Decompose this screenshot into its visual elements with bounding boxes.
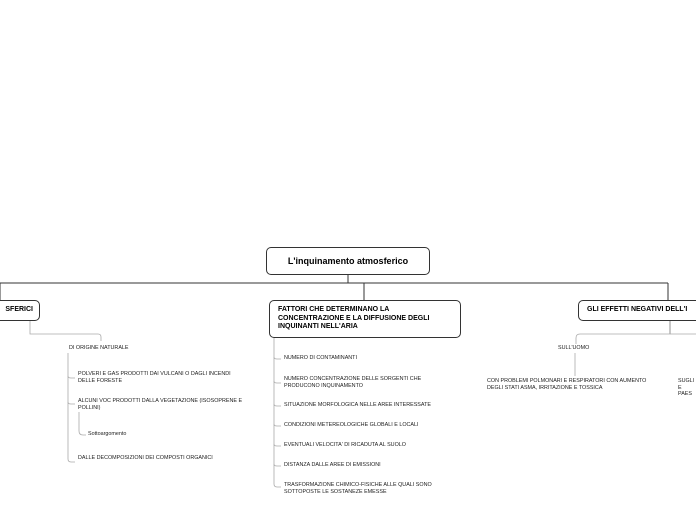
right-main-topic-label: GLI EFFETTI NEGATIVI DELL'I (587, 306, 688, 313)
group-label-natural-origin[interactable]: DI ORIGINE NATURALE (69, 345, 129, 351)
leaf-weather-conditions[interactable]: CONDIZIONI METEREOLOGICHE GLOBALI E LOCALI (284, 422, 419, 428)
leaf-on-landscapes[interactable]: SUGLI E PAES (678, 378, 695, 398)
right-main-topic[interactable] (578, 300, 696, 321)
leaf-morphological-situation[interactable]: SITUAZIONE MORFOLOGICA NELLE AREE INTERESSATE (284, 402, 431, 408)
leaf-emission-distance[interactable]: DISTANZA DALLE AREE DI EMISSIONI (284, 462, 381, 468)
central-topic[interactable] (266, 247, 430, 275)
leaf-contaminant-count[interactable]: NUMERO DI CONTAMINANTI (284, 355, 357, 361)
leaf-volcanic-dust[interactable]: POLVERI E GAS PRODOTTI DAI VULCANI O DAGLI INCENDI DELLE FORESTE (78, 371, 231, 384)
group-label-on-humans[interactable]: SULL'UOMO (558, 345, 590, 351)
left-main-topic-label: SFERICI (5, 306, 33, 313)
center-main-topic[interactable] (269, 300, 461, 338)
leaf-organic-decomposition[interactable]: DALLE DECOMPOSIZIONI DEI COMPOSTI ORGANICI (78, 455, 213, 461)
leaf-fallout-speed[interactable]: EVENTUALI VELOCITA' DI RICADUTA AL SUOLO (284, 442, 406, 448)
subtopic-placeholder[interactable]: Sottoargomento (88, 431, 127, 437)
leaf-vegetation-voc[interactable]: ALCUNI VOC PRODOTTI DALLA VEGETAZIONE (ISOSOPRENE E POLLINI) (78, 398, 243, 411)
center-main-topic-label: FATTORI CHE DETERMINANO LA CONCENTRAZIONE E LA DIFFUSIONE DEGLI INQUINANTI NELL'ARIA (278, 306, 430, 331)
left-main-topic[interactable] (0, 300, 40, 321)
central-topic-label: L'inquinamento atmosferico (287, 256, 409, 266)
leaf-respiratory-problems[interactable]: CON PROBLEMI POLMONARI E RESPIRATORI CON AUMENTO DEGLI STATI ASMA, IRRITAZIONE E TOSSICA (487, 378, 647, 391)
leaf-source-concentration[interactable]: NUMERO CONCENTRAZIONE DELLE SORGENTI CHE PRODUCONO INQUINAMENTO (284, 376, 422, 389)
leaf-chemical-transformations[interactable]: TRASFORMAZIONE CHIMICO-FISICHE ALLE QUALI SONO SOTTOPOSTE LE SOSTANEZE EMESSE (284, 482, 432, 495)
